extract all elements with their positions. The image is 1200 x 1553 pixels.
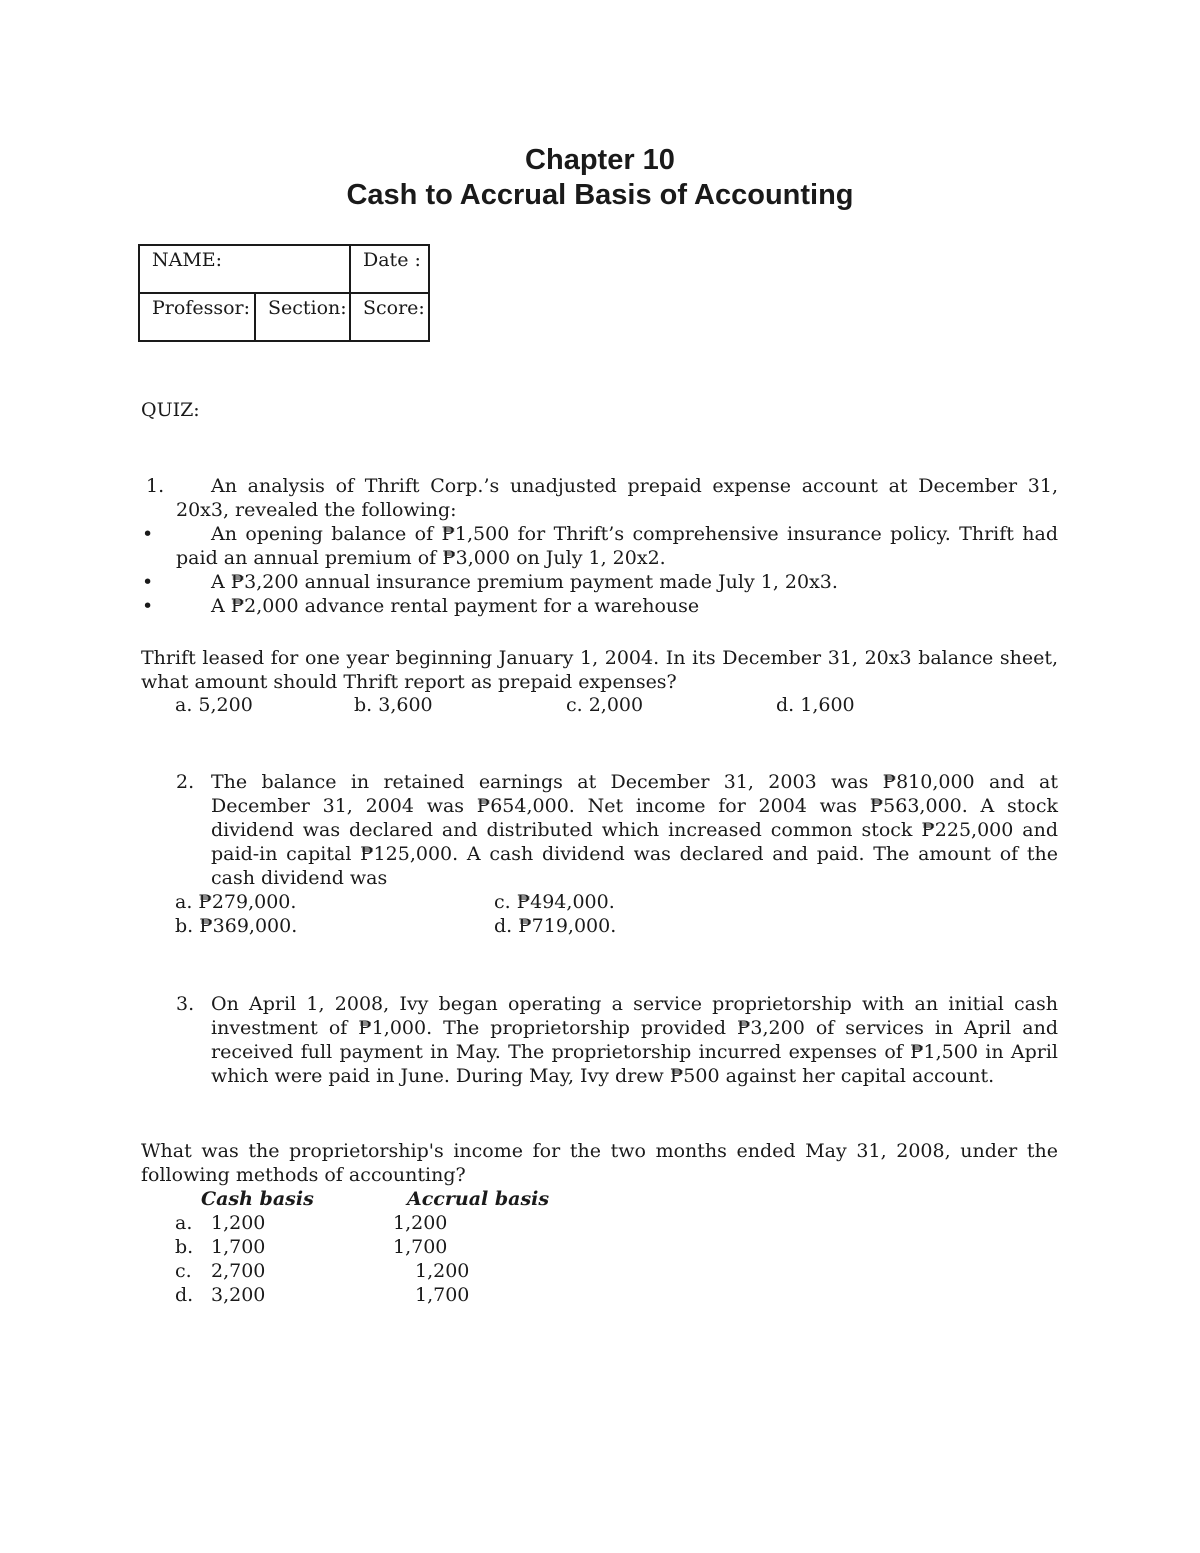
q3-row-b-cash: 1,700 bbox=[211, 1236, 266, 1258]
section-field[interactable]: Section: bbox=[255, 293, 350, 341]
q2-choice-d: d. ₱719,000. bbox=[494, 915, 617, 937]
q3-row-c-accrual: 1,200 bbox=[415, 1260, 470, 1282]
q3-row-d-cash: 3,200 bbox=[211, 1284, 266, 1306]
name-field[interactable]: NAME: bbox=[139, 245, 350, 293]
chapter-title: Chapter 10 bbox=[525, 144, 675, 176]
q1-bullet-2-marker: • bbox=[142, 571, 154, 593]
q3-row-c-cash: 2,700 bbox=[211, 1260, 266, 1282]
q1-number: 1. bbox=[146, 475, 165, 497]
q3-row-b-letter: b. bbox=[175, 1236, 194, 1258]
q2-text: The balance in retained earnings at December 31, 2003 was ₱810,000 and at December 31, 2004 was ₱654,000. Net income for 2004 was ₱563,000. A stock dividend was declared and distributed which increased common stock ₱225,000 and paid-in capital ₱125,000. A cash dividend was declared and paid. The amount of the cash dividend was bbox=[211, 771, 1058, 889]
q2-choice-a: a. ₱279,000. bbox=[175, 891, 297, 913]
q1-bullet-3: A ₱2,000 advance rental payment for a warehouse bbox=[211, 595, 700, 617]
quiz-label: QUIZ: bbox=[141, 399, 200, 421]
q3-row-c-letter: c. bbox=[175, 1260, 192, 1282]
q1-tail: Thrift leased for one year beginning January 1, 2004. In its December 31, 20x3 balance sheet, what amount should Thrift report as prepaid expenses? bbox=[141, 647, 1058, 693]
q1-bullet-3-marker: • bbox=[142, 595, 154, 617]
professor-field[interactable]: Professor: bbox=[139, 293, 255, 341]
student-info-table bbox=[138, 244, 430, 342]
q3-col-cash: Cash basis bbox=[201, 1188, 314, 1210]
date-field[interactable]: Date : bbox=[350, 245, 429, 293]
q1-choice-b: b. 3,600 bbox=[354, 694, 433, 716]
score-field[interactable]: Score: bbox=[350, 293, 429, 341]
q1-text: An analysis of Thrift Corp.’s unadjusted prepaid expense account at December 31, 20x3, revealed the following: bbox=[176, 475, 1058, 521]
q3-number: 3. bbox=[176, 993, 195, 1015]
q1-bullet-1-marker: • bbox=[142, 523, 154, 545]
chapter-subtitle: Cash to Accrual Basis of Accounting bbox=[346, 179, 854, 211]
q3-row-a-cash: 1,200 bbox=[211, 1212, 266, 1234]
q1-bullet-2: A ₱3,200 annual insurance premium payment made July 1, 20x3. bbox=[211, 571, 838, 593]
q3-row-d-letter: d. bbox=[175, 1284, 194, 1306]
q3-row-a-letter: a. bbox=[175, 1212, 193, 1234]
q2-choice-c: c. ₱494,000. bbox=[494, 891, 615, 913]
q2-number: 2. bbox=[176, 771, 195, 793]
q3-question: What was the proprietorship's income for the two months ended May 31, 2008, under the following methods of accounting? bbox=[141, 1140, 1058, 1186]
q1-choice-d: d. 1,600 bbox=[776, 694, 855, 716]
q3-row-b-accrual: 1,700 bbox=[393, 1236, 448, 1258]
q1-choice-a: a. 5,200 bbox=[175, 694, 253, 716]
q1-bullet-1: An opening balance of ₱1,500 for Thrift’s comprehensive insurance policy. Thrift had paid an annual premium of ₱3,000 on July 1, 20x2. bbox=[176, 523, 1058, 569]
q1-choice-c: c. 2,000 bbox=[566, 694, 644, 716]
q3-row-a-accrual: 1,200 bbox=[393, 1212, 448, 1234]
q3-col-accrual: Accrual basis bbox=[407, 1188, 550, 1210]
q2-choice-b: b. ₱369,000. bbox=[175, 915, 298, 937]
q3-row-d-accrual: 1,700 bbox=[415, 1284, 470, 1306]
q3-text: On April 1, 2008, Ivy began operating a service proprietorship with an initial cash investment of ₱1,000. The proprietorship provided ₱3,200 of services in April and received full payment in May. The proprietorship incurred expenses of ₱1,500 in April which were paid in June. During May, Ivy drew ₱500 against her capital account. bbox=[211, 993, 1058, 1087]
